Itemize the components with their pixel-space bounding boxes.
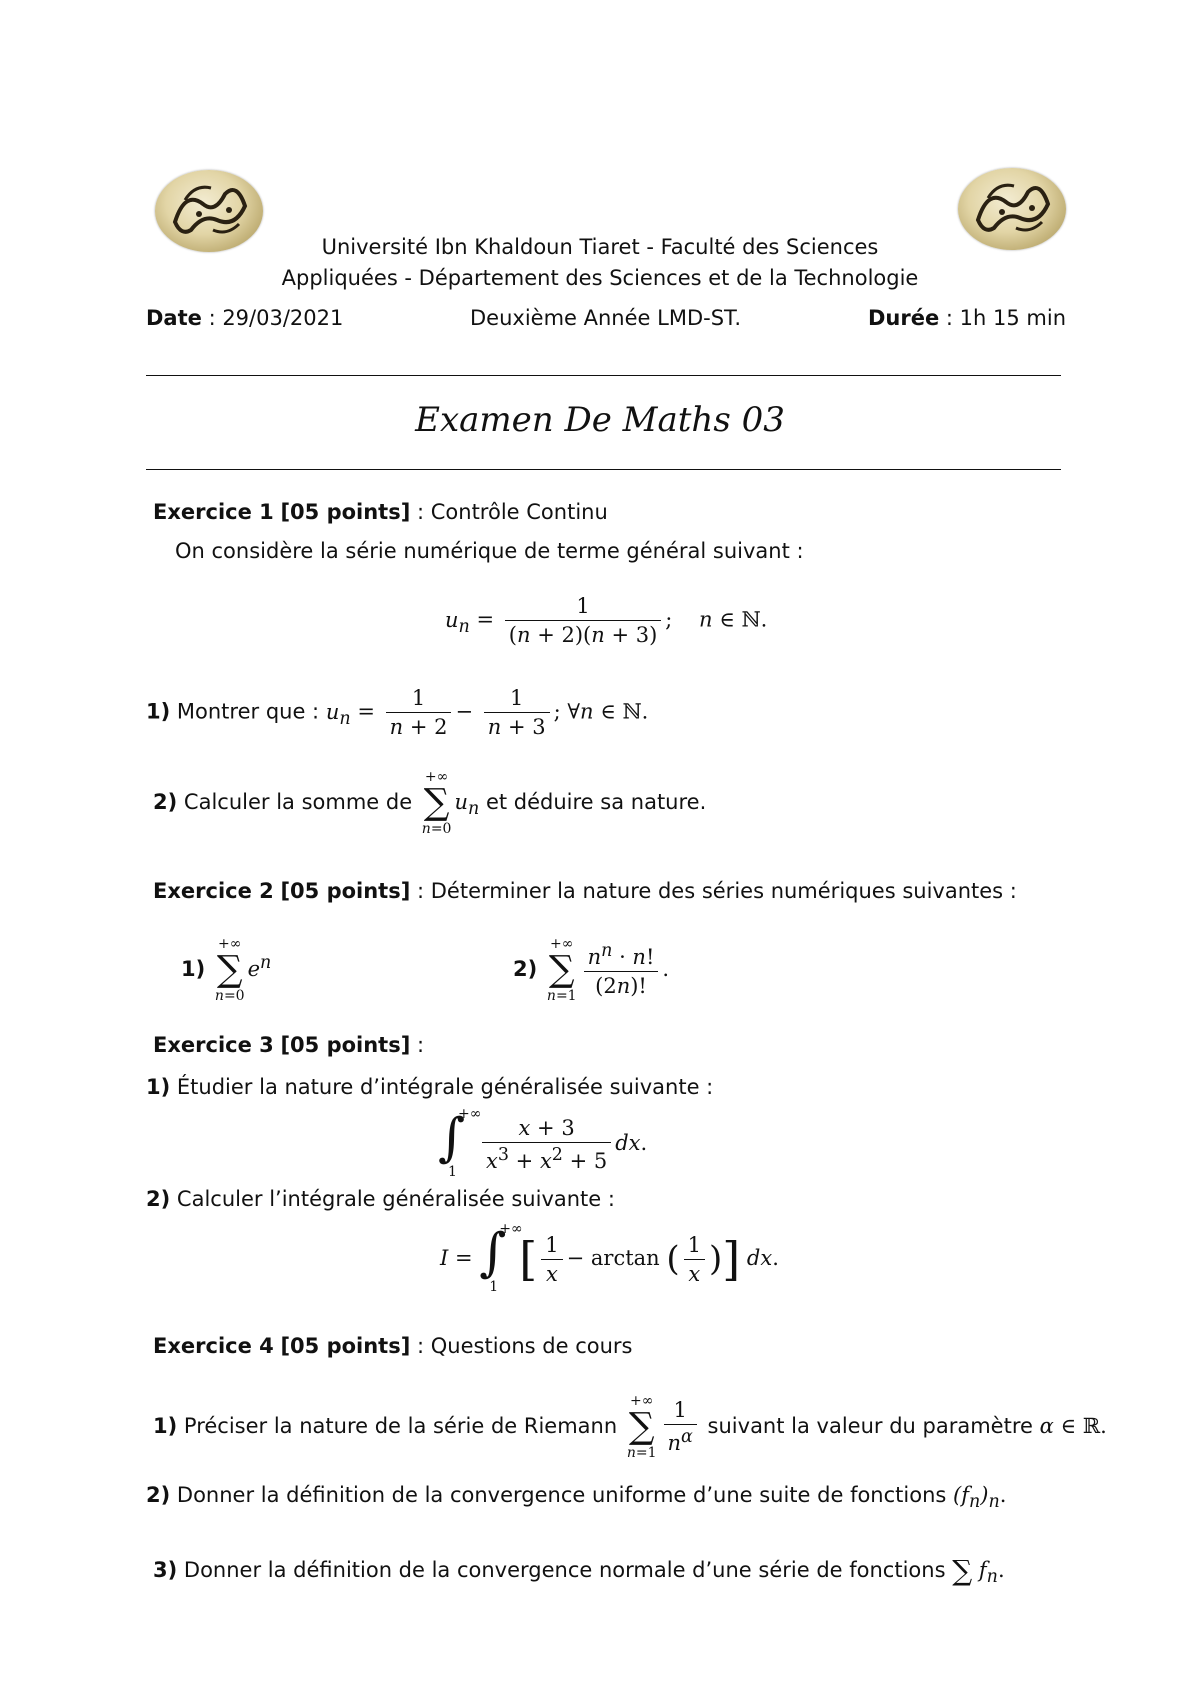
date-value: : 29/03/2021 xyxy=(201,306,344,330)
ex4-question-3: 3) Donner la définition de la convergence normale d’une série de fonctions ∑ $f_n$. xyxy=(153,1554,1005,1588)
title-rule-top xyxy=(146,375,1061,376)
ex2-series-2: 2) +∞ ∑ n=1 $\frac{n^n \cdot n!}{(2n)!}$ . xyxy=(513,936,670,1004)
ex3-title: Exercice 3 xyxy=(153,1033,274,1057)
ex4-q1-label: 1) xyxy=(153,1413,178,1438)
ex1-subtitle: : Contrôle Continu xyxy=(410,500,608,524)
ex2-series-1: 1) +∞ ∑ n=0 $e^n$ xyxy=(181,936,272,1004)
ex4-title: Exercice 4 xyxy=(153,1334,274,1358)
ex1-q2-text-before: Calculer la somme de xyxy=(183,789,419,814)
ex1-question-1: 1) Montrer que : $u_n$ = $\frac{1}{n + 2}$ − $\frac{1}{n + 3}$ ; ∀n ∈ ℕ. xyxy=(146,686,649,739)
exam-duration xyxy=(868,306,1066,330)
ex1-title: Exercice 1 xyxy=(153,500,274,524)
ex2-subtitle: : Déterminer la nature des séries numériques suivantes : xyxy=(410,879,1017,903)
ex2-points: [05 points] xyxy=(280,879,411,903)
ex4-points: [05 points] xyxy=(280,1334,411,1358)
exam-title: Examen De Maths 03 xyxy=(415,400,785,440)
ex3-heading xyxy=(153,1033,424,1057)
ex2-s1-label: 1) xyxy=(181,956,206,981)
ex3-points: [05 points] xyxy=(280,1033,411,1057)
ex3-q1-text: Étudier la nature d’intégrale généralisée suivante : xyxy=(176,1075,714,1099)
ex3-q1-label: 1) xyxy=(146,1075,171,1099)
ex4-question-1: 1) Préciser la nature de la série de Riemann +∞ ∑ n=1 $\frac{1}{n^\alpha}$ suivant la valeur du paramètre α ∈ ℝ. xyxy=(153,1393,1107,1461)
exam-level: Deuxième Année LMD-ST. xyxy=(470,306,742,330)
ex4-question-2: 2) Donner la définition de la convergence uniforme d’une suite de fonctions $(f_n)_n$. xyxy=(146,1483,1007,1513)
title-rule-bottom xyxy=(146,469,1061,470)
ex3-q2-text: Calculer l’intégrale généralisée suivante : xyxy=(176,1187,615,1211)
university-line-2: Appliquées - Département des Sciences et de la Technologie xyxy=(281,266,919,290)
ex4-q3-text: Donner la définition de la convergence normale d’une série de fonctions xyxy=(183,1558,953,1582)
ex1-question-2: 2) Calculer la somme de +∞ ∑ n=0 $u_n$ et déduire sa nature. xyxy=(153,769,707,837)
ex4-q3-label: 3) xyxy=(153,1558,178,1582)
duration-value: : 1h 15 min xyxy=(939,306,1067,330)
ex3-question-1 xyxy=(146,1075,713,1099)
ex3-subtitle: : xyxy=(410,1033,425,1057)
ex4-q2-label: 2) xyxy=(146,1483,171,1507)
ex1-q2-text-after: et déduire sa nature. xyxy=(479,789,707,814)
ex3-q2-label: 2) xyxy=(146,1187,171,1211)
ex4-q2-text: Donner la définition de la convergence uniforme d’une suite de fonctions xyxy=(176,1483,954,1507)
ex2-s2-label: 2) xyxy=(513,956,538,981)
ex1-q1-text: Montrer que : xyxy=(176,699,326,724)
ex4-subtitle: : Questions de cours xyxy=(410,1334,633,1358)
date-label: Date xyxy=(146,306,202,330)
ex1-general-term: $u_n$ = $\frac{1}{(n + 2)(n + 3)}$ ; n ∈ ℕ. xyxy=(445,594,768,647)
ex2-heading xyxy=(153,879,1017,903)
ex3-question-2 xyxy=(146,1187,615,1211)
ex1-q2-label: 2) xyxy=(153,789,178,814)
ex1-intro: On considère la série numérique de terme général suivant : xyxy=(175,539,804,563)
ex1-points: [05 points] xyxy=(280,500,411,524)
ex3-integral-2: I = ∫ +∞ 1 [ $\frac{1}{x}$ − arctan ( $\frac{1}{x}$ )] dx. xyxy=(440,1221,779,1295)
ex3-integral-1: ∫ +∞ 1 $\frac{x + 3}{x^3 + x^2 + 5}$ dx. xyxy=(438,1106,648,1180)
ex2-title: Exercice 2 xyxy=(153,879,274,903)
ex4-q1-text-after: suivant la valeur du paramètre xyxy=(700,1413,1040,1438)
duration-label: Durée xyxy=(868,306,940,330)
university-line-1: Université Ibn Khaldoun Tiaret - Faculté des Sciences xyxy=(321,235,879,259)
exam-date xyxy=(146,306,343,330)
ex4-heading xyxy=(153,1334,633,1358)
ex1-heading xyxy=(153,500,608,524)
ex4-q1-text-before: Préciser la nature de la série de Riemann xyxy=(183,1413,624,1438)
ex1-q1-label: 1) xyxy=(146,699,171,724)
